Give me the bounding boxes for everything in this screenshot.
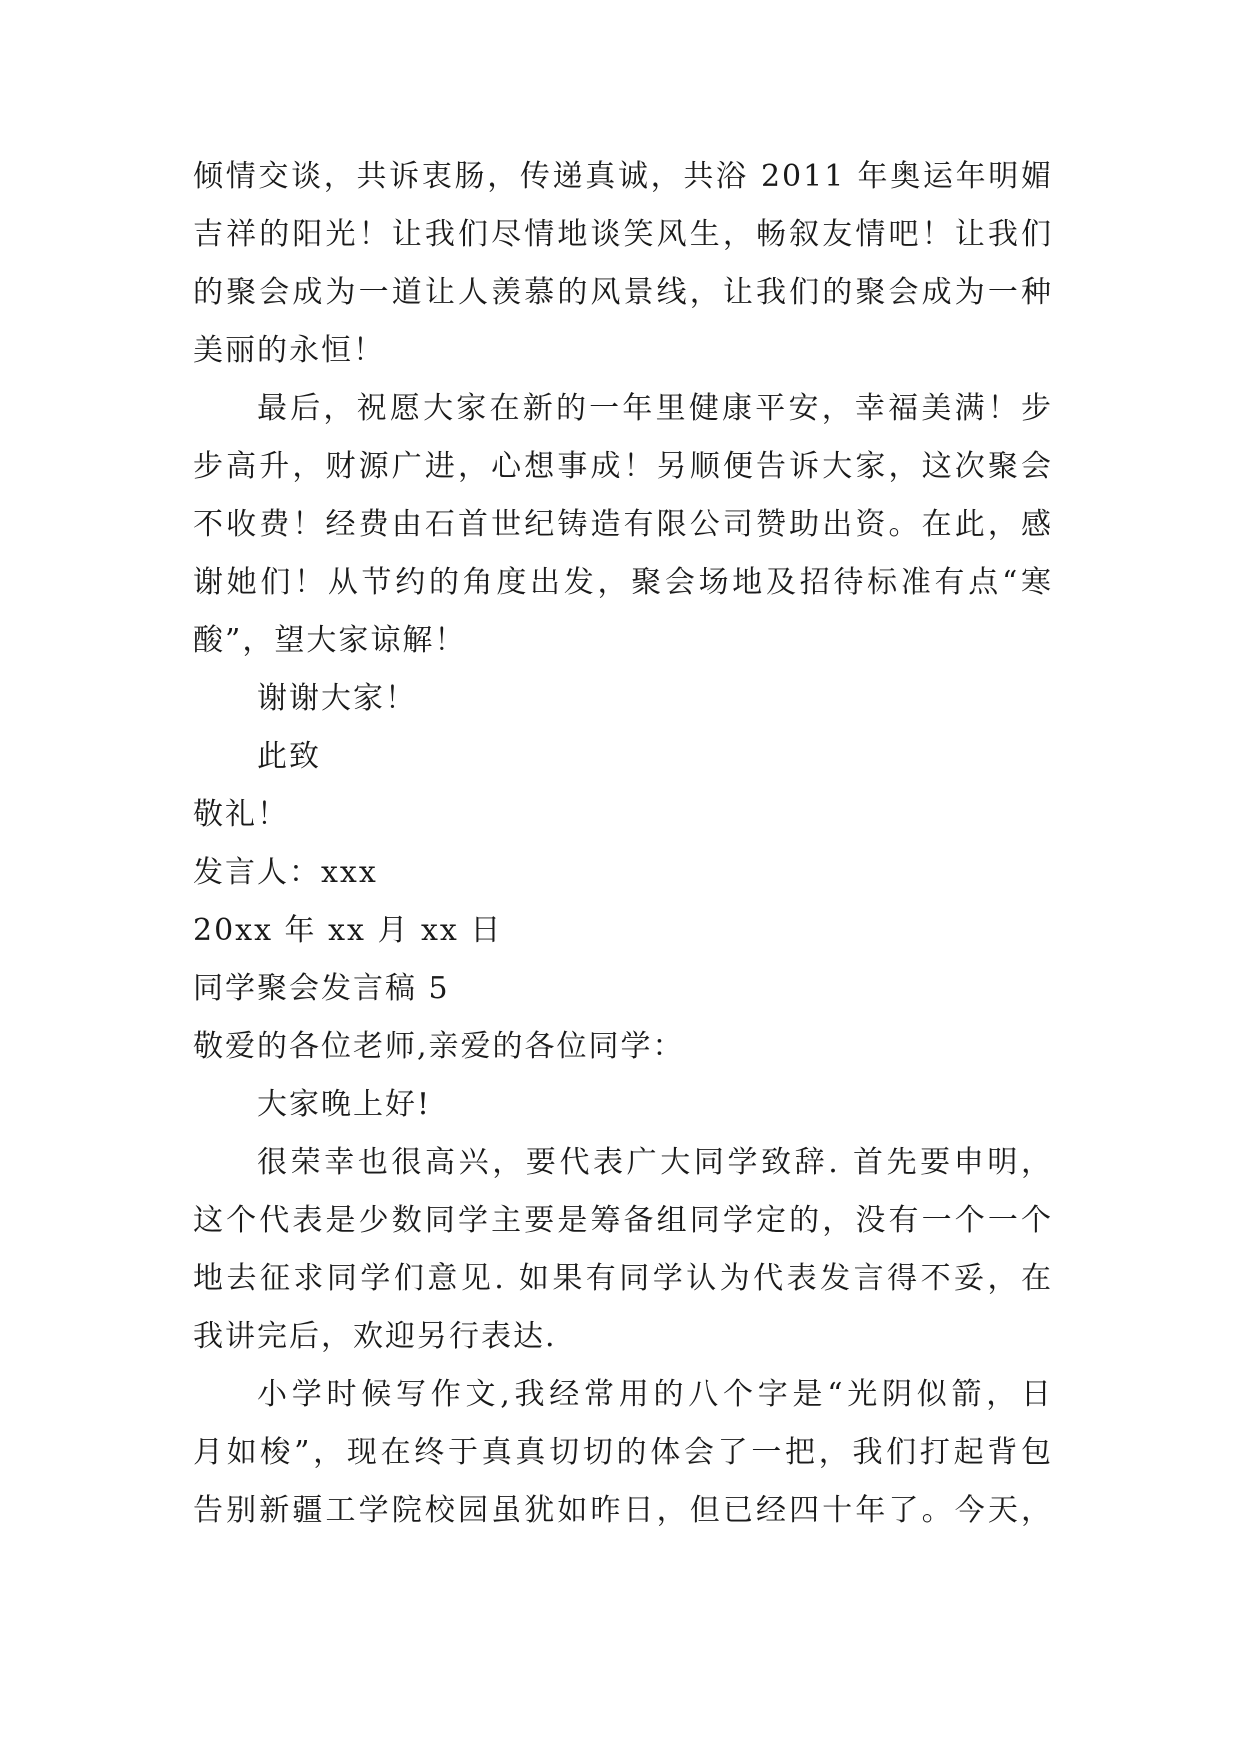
paragraph-first-line: 最后，祝愿大家在新的一年里健康平安，幸福美满！步 <box>257 391 1053 426</box>
salute-line: 敬礼！ <box>193 797 289 832</box>
text-line: 的聚会成为一道让人羡慕的风景线，让我们的聚会成为一种 <box>193 275 1053 310</box>
text-line: 我讲完后，欢迎另行表达. <box>193 1319 557 1354</box>
text-line: 月如梭”，现在终于真真切切的体会了一把，我们打起背包 <box>193 1435 1053 1470</box>
text-line: 步高升，财源广进，心想事成！另顺便告诉大家，这次聚会 <box>193 449 1053 484</box>
thanks-line: 谢谢大家！ <box>257 681 417 716</box>
text-line: 谢她们！从节约的角度出发，聚会场地及招待标准有点“寒 <box>193 565 1053 600</box>
closing-line: 此致 <box>257 739 321 774</box>
speaker-line: 发言人：xxx <box>193 855 378 890</box>
text-line: 酸”，望大家谅解！ <box>193 623 467 658</box>
text-line: 倾情交谈，共诉衷肠，传递真诚，共浴 2011 年奥运年明媚 <box>193 159 1053 194</box>
text-line: 地去征求同学们意见. 如果有同学认为代表发言得不妥，在 <box>193 1261 1053 1296</box>
paragraph-first-line: 小学时候写作文,我经常用的八个字是“光阴似箭，日 <box>257 1377 1053 1412</box>
text-line: 美丽的永恒！ <box>193 333 385 368</box>
greeting-sub-line: 大家晚上好! <box>257 1087 432 1122</box>
date-line: 20xx 年 xx 月 xx 日 <box>193 913 503 948</box>
paragraph-first-line: 很荣幸也很高兴，要代表广大同学致辞. 首先要申明， <box>257 1145 1053 1180</box>
greeting-line: 敬爱的各位老师,亲爱的各位同学： <box>193 1029 685 1064</box>
text-line: 吉祥的阳光！让我们尽情地谈笑风生，畅叙友情吧！让我们 <box>193 217 1053 252</box>
text-line: 告别新疆工学院校园虽犹如昨日，但已经四十年了。今天， <box>193 1493 1053 1528</box>
text-line: 不收费！经费由石首世纪铸造有限公司赞助出资。在此，感 <box>193 507 1053 542</box>
section-title: 同学聚会发言稿 5 <box>193 971 450 1006</box>
text-line: 这个代表是少数同学主要是筹备组同学定的，没有一个一个 <box>193 1203 1053 1238</box>
